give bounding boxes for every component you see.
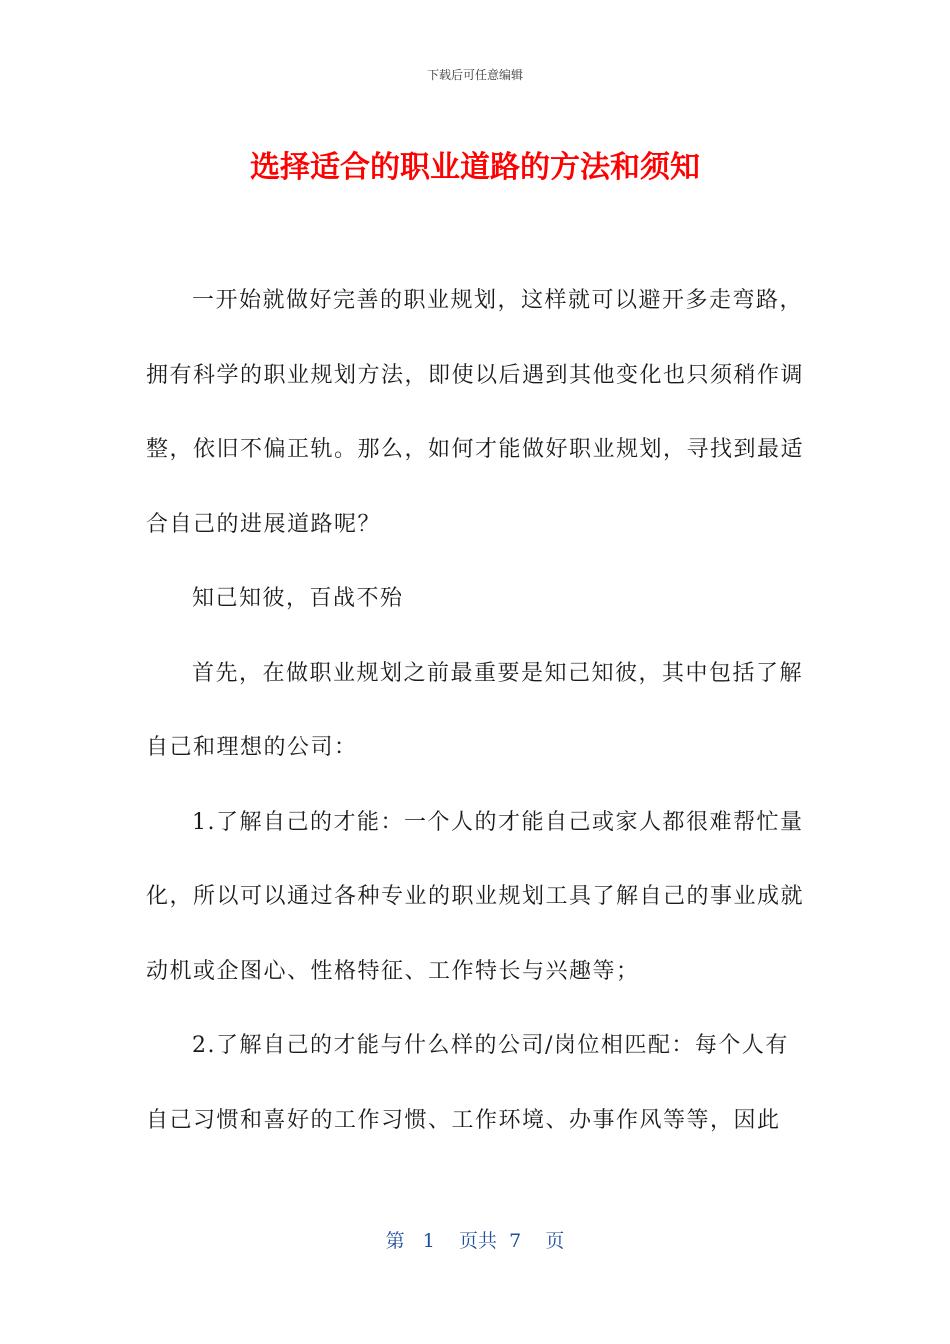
paragraph-point-1: 1.了解自己的才能：一个人的才能自己或家人都很难帮忙量化，所以可以通过各种专业的职业规划工具了解自己的事业成就动机或企图心、性格特征、工作特长与兴趣等；	[146, 809, 805, 984]
document-body	[146, 264, 806, 1158]
page-header-note: 下载后可任意编辑	[426, 68, 523, 82]
footer-total-pages: 7	[509, 1230, 522, 1252]
paragraph-know-yourself: 首先，在做职业规划之前最重要是知己知彼，其中包括了解自己和理想的公司：	[146, 660, 804, 760]
paragraph-subheading: 知己知彼，百战不殆	[192, 586, 404, 611]
footer-suffix: 页	[545, 1230, 565, 1252]
paragraph-intro: 一开始就做好完善的职业规划，这样就可以避开多走弯路，拥有科学的职业规划方法，即使以后遇到其他变化也只须稍作调整，依旧不偏正轨。那么，如何才能做好职业规划，寻找到最适合自己的进展道路呢？	[146, 288, 805, 537]
footer-current-page: 1	[422, 1230, 435, 1252]
page-footer	[0, 1226, 950, 1253]
paragraph-point-2: 2.了解自己的才能与什么样的公司/岗位相匹配：每个人有自己习惯和喜好的工作习惯、工作环境、办事作风等等，因此	[146, 1033, 789, 1133]
document-title: 选择适合的职业道路的方法和须知	[250, 150, 700, 185]
footer-middle: 页共	[459, 1230, 498, 1252]
footer-prefix: 第	[385, 1230, 405, 1252]
